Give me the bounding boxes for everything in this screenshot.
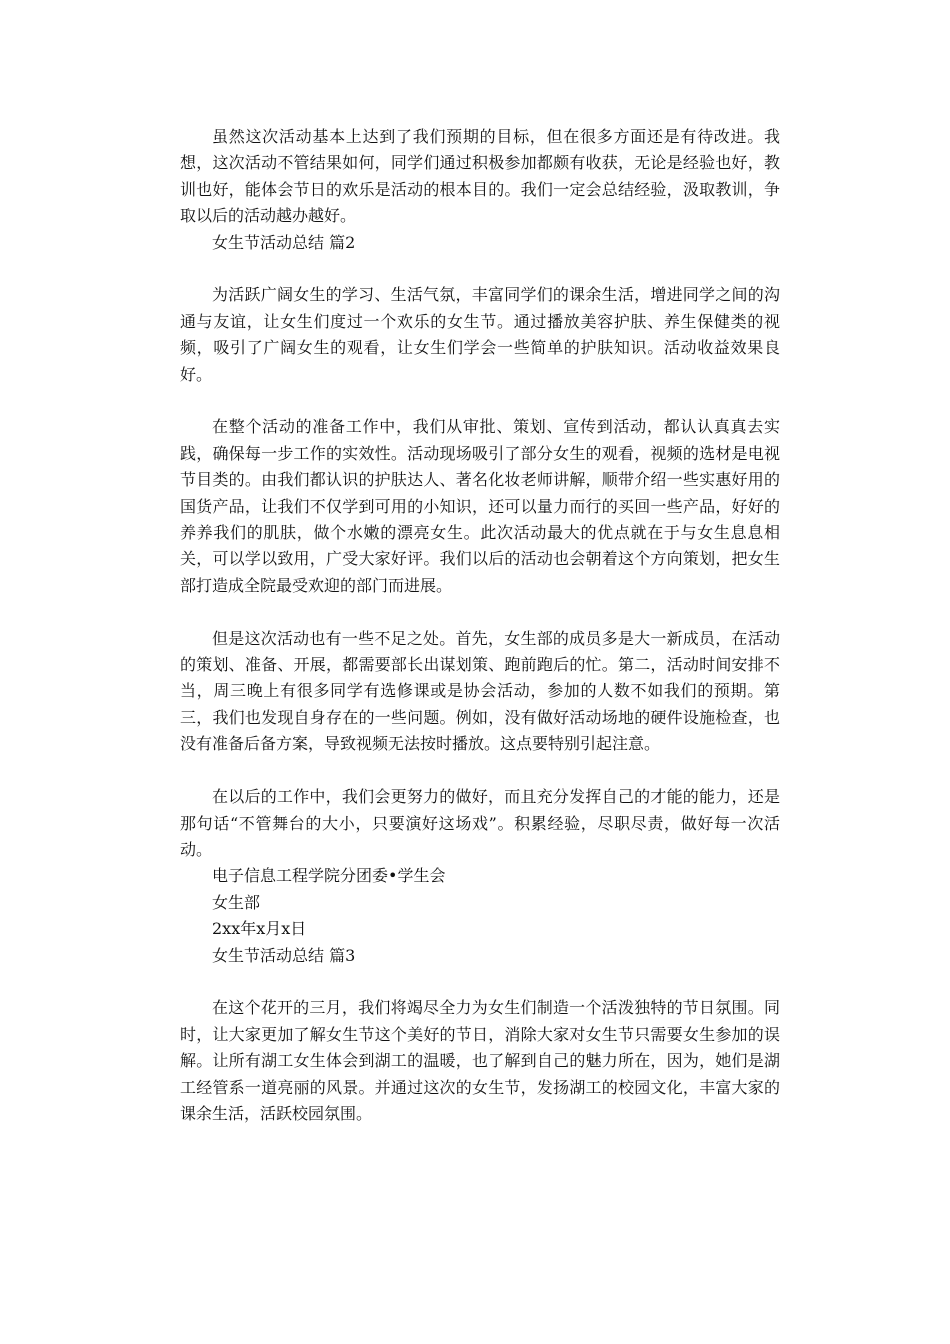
paragraph-activity-purpose: 为活跃广阔女生的学习、生活气氛，丰富同学们的课余生活，增进同学之间的沟通与友谊，让女生们度过一个欢乐的女生节。通过播放美容护肤、养生保健类的视频，吸引了广阔女生的观看，让女生们学会一些简单的护肤知识。活动收益效果良好。 (180, 285, 780, 384)
section-heading-part-3: 女生节活动总结 篇3 (212, 945, 356, 965)
paragraph-march-festival: 在这个花开的三月，我们将竭尽全力为女生们制造一个活泼独特的节日氛围。同时，让大家更加了解女生节这个美好的节日，消除大家对女生节只需要女生参加的误解。让所有湖工女生体会到湖工的温暖，也了解到自己的魅力所在，因为，她们是湖工经管系一道亮丽的风景。并通过这次的女生节，发扬湖工的校园文化，丰富大家的课余生活，活跃校园氛围。 (180, 998, 780, 1123)
paragraph-preparation: 在整个活动的准备工作中，我们从审批、策划、宣传到活动，都认认真真去实践，确保每一步工作的实效性。活动现场吸引了部分女生的观看，视频的选材是电视节目类的。由我们都认识的护肤达人、著名化妆老师讲解，顺带介绍一些实惠好用的国货产品，让我们不仅学到可用的小知识，还可以量力而行的买回一些产品，好好的养养我们的肌肤，做个水嫩的漂亮女生。此次活动最大的优点就在于与女生息息相关，可以学以致用，广受大家好评。我们以后的活动也会朝着这个方向策划，把女生部打造成全院最受欢迎的部门而进展。 (180, 417, 780, 595)
signature-department: 女生部 (212, 892, 261, 912)
signature-organization: 电子信息工程学院分团委•学生会 (212, 866, 446, 886)
paragraph-shortcomings: 但是这次活动也有一些不足之处。首先，女生部的成员多是大一新成员，在活动的策划、准备、开展，都需要部长出谋划策、跑前跑后的忙。第二，活动时间安排不当，周三晚上有很多同学有选修课或是协会活动，参加的人数不如我们的预期。第三，我们也发现自身存在的一些问题。例如，没有做好活动场地的硬件设施检查，也没有准备后备方案，导致视频无法按时播放。这点要特别引起注意。 (180, 628, 780, 754)
document-page (180, 124, 780, 1127)
section-heading-part-2: 女生节活动总结 篇2 (212, 232, 356, 252)
paragraph-goals-review: 虽然这次活动基本上达到了我们预期的目标，但在很多方面还是有待改进。我想，这次活动不管结果如何，同学们通过积极参加都颇有收获，无论是经验也好，教训也好，能体会节日的欢乐是活动的根本目的。我们一定会总结经验，汲取教训，争取以后的活动越办越好。 (180, 127, 780, 226)
paragraph-future-work: 在以后的工作中，我们会更努力的做好，而且充分发挥自己的才能的能力，还是那句话“不管舞台的大小，只要演好这场戏”。积累经验，尽职尽责，做好每一次活动。 (180, 787, 780, 859)
signature-date: 2xx年x月x日 (212, 919, 307, 939)
